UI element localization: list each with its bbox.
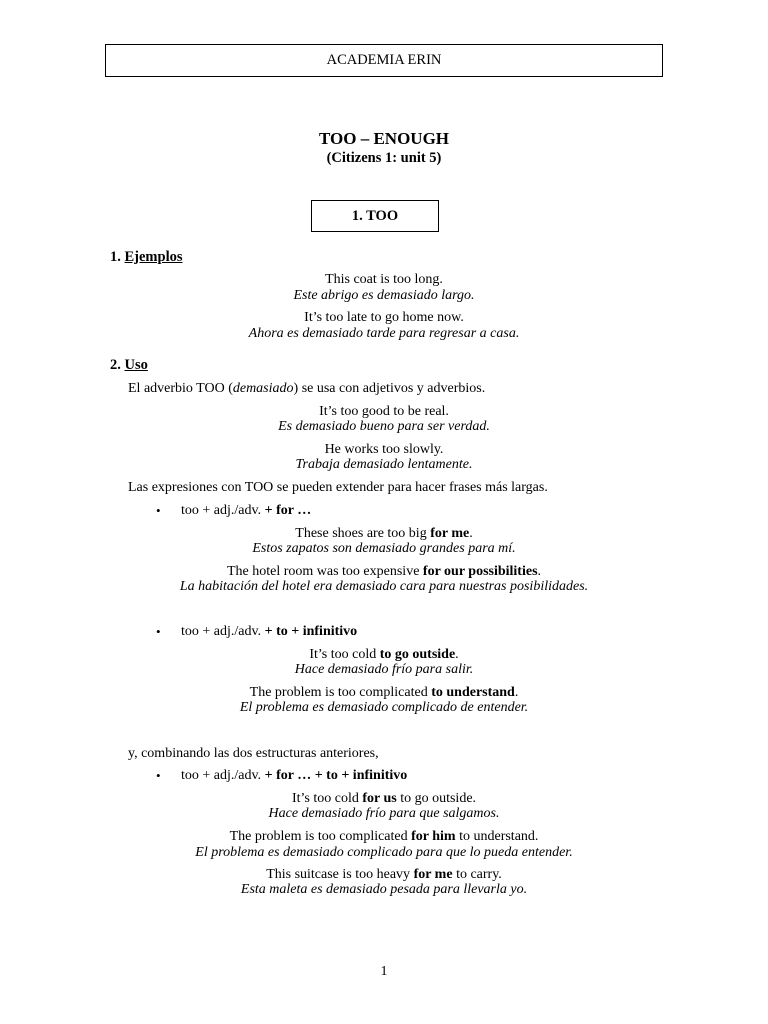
example-translation: Hace demasiado frío para salir. bbox=[294, 662, 474, 677]
example-sentence: The hotel room was too expensive for our possibilities. bbox=[226, 564, 542, 579]
heading-uso bbox=[110, 357, 148, 374]
pattern-bold: + for … + to + infinitivo bbox=[264, 768, 408, 783]
example-translation: El problema es demasiado complicado para que lo pueda entender. bbox=[195, 845, 573, 860]
page-title: TOO – ENOUGH bbox=[318, 129, 450, 148]
page-number: 1 bbox=[380, 964, 388, 979]
section-title-box bbox=[311, 200, 439, 232]
example-translation: Ahora es demasiado tarde para regresar a casa. bbox=[248, 326, 520, 341]
section-title: 1. TOO bbox=[351, 208, 399, 224]
intro-emphasis: demasiado bbox=[232, 381, 294, 396]
heading-number: 2. bbox=[110, 357, 121, 373]
example-sentence: The problem is too complicated to understand. bbox=[249, 685, 519, 700]
example-translation: Es demasiado bueno para ser verdad. bbox=[278, 419, 490, 434]
example-sentence: It’s too late to go home now. bbox=[304, 310, 464, 325]
school-name: ACADEMIA ERIN bbox=[326, 52, 442, 68]
header-school-box bbox=[105, 44, 663, 77]
heading-ejemplos bbox=[110, 249, 183, 266]
example-sentence: It’s too good to be real. bbox=[319, 404, 449, 419]
usage-intro bbox=[128, 381, 485, 397]
example-translation: Trabaja demasiado lentamente. bbox=[295, 457, 473, 472]
pattern-text: too + adj./adv. bbox=[181, 503, 265, 518]
heading-text: Uso bbox=[124, 357, 148, 373]
bullet-pattern bbox=[181, 624, 357, 640]
bullet-pattern bbox=[181, 768, 407, 784]
pattern-bold: + to + infinitivo bbox=[264, 624, 358, 639]
pattern-bold: + for … bbox=[264, 503, 312, 518]
intro-text: El adverbio TOO ( bbox=[128, 381, 233, 396]
bullet-icon: • bbox=[156, 503, 161, 518]
heading-number: 1. bbox=[110, 249, 121, 265]
example-translation: Hace demasiado frío para que salgamos. bbox=[268, 806, 500, 821]
example-translation: Esta maleta es demasiado pesada para llevarla yo. bbox=[240, 882, 528, 897]
example-sentence: It’s too cold for us to go outside. bbox=[291, 791, 477, 806]
combine-paragraph: y, combinando las dos estructuras anteriores, bbox=[128, 746, 379, 761]
example-sentence: It’s too cold to go outside. bbox=[309, 647, 459, 662]
example-translation: Estos zapatos son demasiado grandes para mí. bbox=[252, 541, 516, 556]
intro-text: ) se usa con adjetivos y adverbios. bbox=[293, 381, 486, 396]
heading-text: Ejemplos bbox=[124, 249, 183, 265]
example-sentence: He works too slowly. bbox=[324, 442, 444, 457]
bullet-icon: • bbox=[156, 624, 161, 639]
example-sentence: These shoes are too big for me. bbox=[295, 526, 473, 541]
pattern-text: too + adj./adv. bbox=[181, 624, 265, 639]
bullet-pattern bbox=[181, 503, 311, 519]
example-sentence: This coat is too long. bbox=[325, 272, 443, 287]
example-sentence: This suitcase is too heavy for me to carry. bbox=[266, 867, 502, 882]
example-translation: El problema es demasiado complicado de entender. bbox=[239, 700, 529, 715]
example-translation: Este abrigo es demasiado largo. bbox=[293, 288, 475, 303]
example-translation: La habitación del hotel era demasiado cara para nuestras posibilidades. bbox=[179, 579, 589, 594]
page-subtitle: (Citizens 1: unit 5) bbox=[326, 150, 442, 166]
extend-paragraph: Las expresiones con TOO se pueden extender para hacer frases más largas. bbox=[128, 480, 548, 495]
example-sentence: The problem is too complicated for him to understand. bbox=[229, 829, 539, 844]
bullet-icon: • bbox=[156, 768, 161, 783]
pattern-text: too + adj./adv. bbox=[181, 768, 265, 783]
